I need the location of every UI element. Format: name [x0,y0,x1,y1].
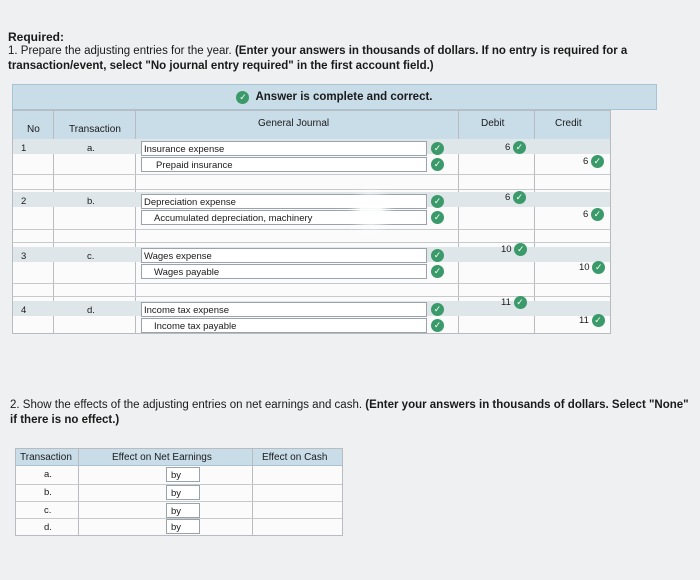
check-circle-icon: ✓ [514,296,527,309]
effects-table [15,448,343,536]
journal-table [12,110,611,334]
effects-transaction: a. [44,469,52,480]
question-1-intro: 1. Prepare the adjusting entries for the year. [8,45,235,57]
credit-amount-value: 10 [579,262,590,274]
credit-account-select[interactable]: Income tax payable [141,318,427,333]
entry-transaction: b. [87,196,95,207]
check-circle-icon: ✓ [431,319,444,332]
check-circle-icon: ✓ [592,261,605,274]
answer-status-text: Answer is complete and correct. [255,91,433,103]
question-1-instruction: (Enter your answers in thousands of dollars. If no entry is required for a transaction/event, select "No journal entry required" in the first account field.) [8,45,628,72]
row-divider [13,283,610,284]
net-earnings-by-field[interactable]: by [166,519,200,534]
row-divider [13,174,610,175]
debit-account-select[interactable]: Wages expense [141,248,427,263]
answer-status-banner [12,84,657,110]
header-no: No [27,124,40,135]
debit-amount-value: 10 [501,244,512,256]
credit-amount[interactable] [583,155,604,168]
credit-amount-value: 6 [583,156,589,168]
credit-amount[interactable] [583,208,604,221]
entry-number: 2 [21,196,27,207]
check-circle-icon: ✓ [431,142,444,155]
column-divider [252,449,253,535]
header-transaction: Transaction [69,124,121,135]
debit-amount[interactable] [501,243,527,256]
net-earnings-by-field[interactable]: by [166,503,200,518]
question-2-instruction: (Enter your answers in thousands of dollars. Select "None" if there is no effect.) [10,399,689,426]
required-label: Required: [8,30,65,44]
check-circle-icon: ✓ [431,265,444,278]
net-earnings-by-field[interactable]: by [166,485,200,500]
debit-account-select[interactable]: Income tax expense [141,302,427,317]
credit-amount-value: 11 [579,315,589,327]
credit-account-select[interactable]: Wages payable [141,264,427,279]
debit-amount[interactable] [505,191,526,204]
effects-transaction: b. [44,487,52,498]
effects-transaction: c. [44,505,52,516]
light-glare [360,200,382,222]
debit-amount-value: 6 [505,192,511,204]
effects-header-cash: Effect on Cash [262,452,328,463]
check-circle-icon: ✓ [514,243,527,256]
credit-amount[interactable] [579,261,605,274]
check-circle-icon: ✓ [591,208,604,221]
effects-header-net-earnings: Effect on Net Earnings [112,452,212,463]
header-credit: Credit [555,118,582,129]
credit-amount[interactable] [579,314,605,327]
debit-account-select[interactable]: Depreciation expense [141,194,427,209]
question-2-intro: 2. Show the effects of the adjusting entries on net earnings and cash. [10,399,366,411]
check-circle-icon: ✓ [513,191,526,204]
check-circle-icon: ✓ [431,303,444,316]
header-general-journal: General Journal [258,118,330,129]
check-circle-icon: ✓ [591,155,604,168]
credit-amount-value: 6 [583,209,589,221]
debit-amount-value: 6 [505,142,511,154]
check-circle-icon: ✓ [592,314,605,327]
effects-header-transaction: Transaction [20,452,72,463]
row-divider [16,501,342,502]
header-debit: Debit [481,118,505,129]
row-divider [13,189,610,190]
check-circle-icon: ✓ [431,249,444,262]
credit-account-select[interactable]: Prepaid insurance [141,157,427,172]
check-circle-icon: ✓ [431,211,444,224]
effects-transaction: d. [44,522,52,533]
entry-transaction: a. [87,143,95,154]
entry-transaction: d. [87,305,95,316]
debit-account-select[interactable]: Insurance expense [141,141,427,156]
row-divider [13,229,610,230]
check-circle-icon: ✓ [431,195,444,208]
debit-amount[interactable] [505,141,526,154]
question-1 [8,44,688,74]
entry-number: 4 [21,305,27,316]
debit-amount-value: 11 [501,297,511,309]
check-circle-icon: ✓ [513,141,526,154]
column-divider [78,449,79,535]
check-circle-icon: ✓ [431,158,444,171]
credit-account-select[interactable]: Accumulated depreciation, machinery [141,210,427,225]
check-circle-icon: ✓ [236,91,249,104]
net-earnings-by-field[interactable]: by [166,467,200,482]
entry-number: 1 [21,143,27,154]
debit-amount[interactable] [501,296,527,309]
entry-transaction: c. [87,251,95,262]
entry-number: 3 [21,251,27,262]
question-2 [10,398,698,428]
